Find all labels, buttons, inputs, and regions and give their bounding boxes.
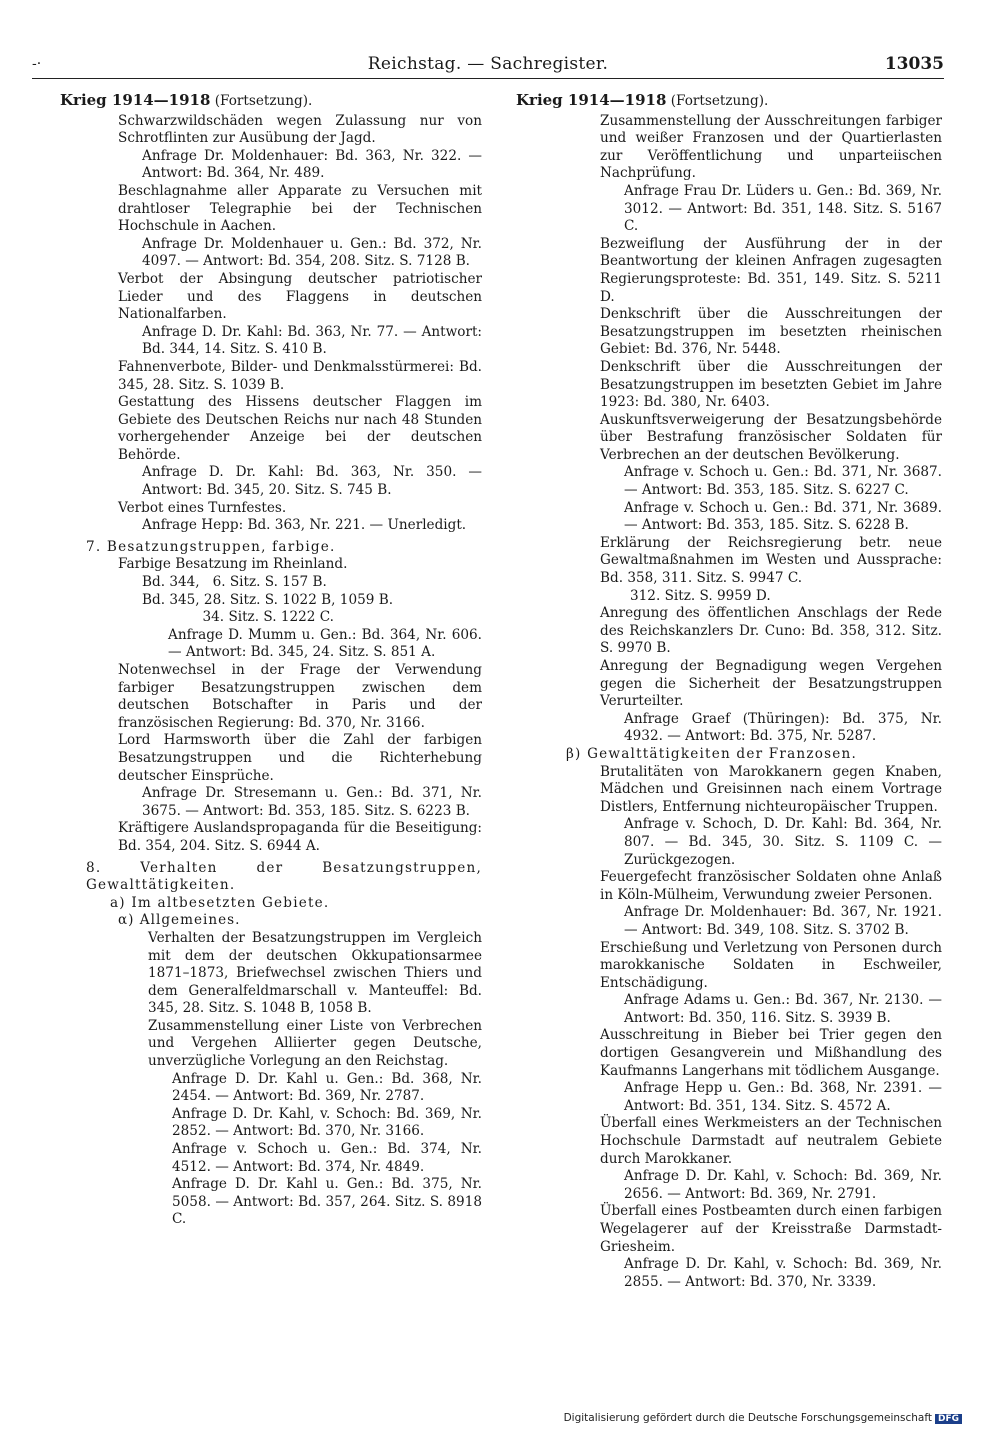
- reference-line: Anfrage D. Dr. Kahl u. Gen.: Bd. 368, Nr. 2454. — Antwort: Bd. 369, Nr. 2787.: [172, 1070, 482, 1105]
- reference-line: Anfrage Frau Dr. Lüders u. Gen.: Bd. 369, Nr. 3012. — Antwort: Bd. 351, 148. Sitz. S. 5167 C.: [624, 182, 942, 235]
- index-entry: Überfall eines Werkmeisters an der Technischen Hochschule Darmstadt auf neutralem Gebiete durch Marokkaner.: [600, 1115, 942, 1167]
- section-heading: 7. Besatzungstruppen, farbige.: [86, 538, 336, 555]
- reference-line: Bd. 344, 6. Sitz. S. 157 B.: [142, 574, 327, 591]
- header-mark: -·: [32, 56, 42, 72]
- reference-line: Anfrage D. Dr. Kahl, v. Schoch: Bd. 369, Nr. 2855. — Antwort: Bd. 370, Nr. 3339.: [624, 1256, 942, 1290]
- reference-line: Anfrage v. Schoch u. Gen.: Bd. 371, Nr. 3687. — Antwort: Bd. 353, 185. Sitz. S. 6227 C.: [624, 464, 942, 499]
- heading-continuation: (Fortsetzung).: [210, 93, 313, 109]
- page-number: 13035: [884, 54, 944, 74]
- reference-line: Anfrage v. Schoch u. Gen.: Bd. 374, Nr. 4512. — Antwort: Bd. 374, Nr. 4849.: [172, 1141, 482, 1175]
- reference-line: Anfrage Dr. Moldenhauer: Bd. 363, Nr. 322. — Antwort: Bd. 364, Nr. 489.: [142, 147, 482, 182]
- index-entry: Erschießung und Verletzung von Personen durch marokkanische Soldaten in Eschweiler, Entschädigung.: [600, 939, 942, 991]
- right-column: [518, 92, 942, 1291]
- reference-line: Anfrage Graef (Thüringen): Bd. 375, Nr. 4932. — Antwort: Bd. 375, Nr. 5287.: [624, 710, 942, 745]
- reference-line: Anfrage Dr. Moldenhauer: Bd. 367, Nr. 1921. — Antwort: Bd. 349, 108. Sitz. S. 3702 B.: [624, 904, 942, 938]
- reference-line: Anfrage v. Schoch u. Gen.: Bd. 371, Nr. 3689. — Antwort: Bd. 353, 185. Sitz. S. 6228 B.: [624, 499, 942, 534]
- index-entry: Kräftigere Auslandspropaganda für die Beseitigung: Bd. 354, 204. Sitz. S. 6944 A.: [118, 820, 482, 854]
- left-column-heading: [60, 92, 482, 111]
- page-header: [32, 52, 944, 79]
- index-entry: Erklärung der Reichsregierung betr. neue Gewaltmaßnahmen im Westen und Aussprache: Bd. 358, 311. Sitz. S. 9947 C.: [600, 534, 942, 587]
- dfg-logo: DFG: [935, 1414, 962, 1424]
- reference-line: Anfrage D. Dr. Kahl: Bd. 363, Nr. 350. — Antwort: Bd. 345, 20. Sitz. S. 745 B.: [142, 464, 482, 499]
- index-entry: Zusammenstellung einer Liste von Verbrechen und Vergehen Alliierter gegen Deutsche, unverzügliche Vorlegung an den Reichstag.: [148, 1017, 482, 1070]
- index-entry: Auskunftsverweigerung der Besatzungsbehörde über Bestrafung französischer Soldaten für Verbrechen an der deutschen Bevölkerung.: [600, 411, 942, 463]
- index-entry: Bezweiflung der Ausführung der in der Beantwortung der kleinen Anfragen zugesagten Regierungsproteste: Bd. 351, 149. Sitz. S. 5211 D.: [600, 235, 942, 305]
- index-entry: Ausschreitung in Bieber bei Trier gegen den dortigen Gesangverein und Mißhandlung des Kaufmanns Langerhans mit tödlichem Ausgange.: [600, 1027, 942, 1079]
- reference-line: Anfrage D. Dr. Kahl, v. Schoch: Bd. 369, Nr. 2656. — Antwort: Bd. 369, Nr. 2791.: [624, 1168, 942, 1202]
- section-heading: a) Im altbesetzten Gebiete.: [110, 894, 330, 911]
- index-entry: Überfall eines Postbeamten durch einen farbigen Wegelagerer auf der Kreisstraße Darmstadt-Griesheim.: [600, 1203, 942, 1255]
- index-entry: Verbot eines Turnfestes.: [118, 499, 287, 516]
- reference-line: Anfrage Hepp: Bd. 363, Nr. 221. — Unerledigt.: [142, 517, 467, 534]
- index-entry: Zusammenstellung der Ausschreitungen farbiger und weißer Franzosen und der Quartierlasten zur Veröffentlichung und unparteiischen Nachprüfung.: [600, 112, 942, 182]
- index-entry: Anregung des öffentlichen Anschlags der Rede des Reichskanzlers Dr. Cuno: Bd. 358, 312. Sitz. S. 9970 B.: [600, 605, 942, 657]
- reference-line: Anfrage D. Mumm u. Gen.: Bd. 364, Nr. 606. — Antwort: Bd. 345, 24. Sitz. S. 851 A.: [168, 626, 482, 661]
- index-entry: Beschlagnahme aller Apparate zu Versuchen mit drahtloser Telegraphie bei der Technischen Hochschule in Aachen.: [118, 182, 482, 235]
- index-entry: Feuergefecht französischer Soldaten ohne Anlaß in Köln-Mülheim, Verwundung zweier Personen.: [600, 869, 942, 903]
- footer-credit: [564, 1412, 962, 1424]
- reference-line: Anfrage Dr. Moldenhauer u. Gen.: Bd. 372, Nr. 4097. — Antwort: Bd. 354, 208. Sitz. S. 7128 B.: [142, 235, 482, 270]
- left-entries: [62, 113, 482, 1229]
- index-entry: Brutalitäten von Marokkanern gegen Knaben, Mädchen und Greisinnen nach einem Vortrage Distlers, Entfernung nichteuropäischer Truppen.: [600, 763, 942, 815]
- index-entry: Schwarzwildschäden wegen Zulassung nur von Schrotflinten zur Ausübung der Jagd.: [118, 112, 482, 147]
- index-entry: Verhalten der Besatzungstruppen im Vergleich mit dem der deutschen Okkupationsarmee 1871–1873, Briefwechsel zwischen Thiers und dem Generalfeldmarschall v. Manteuffel: Bd. 345, 28. Sitz. S. 1048 B, 1058 B.: [148, 929, 482, 1017]
- index-entry: Denkschrift über die Ausschreitungen der Besatzungstruppen im besetzten Gebiet im Jahre 1923: Bd. 380, Nr. 6403.: [600, 358, 942, 411]
- footer-text: Digitalisierung gefördert durch die Deutsche Forschungsgemeinschaft: [563, 1412, 932, 1424]
- reference-line: Anfrage v. Schoch, D. Dr. Kahl: Bd. 364, Nr. 807. — Bd. 345, 30. Sitz. S. 1109 C. — Zurückgezogen.: [624, 816, 942, 868]
- section-heading: β) Gewalttätigkeiten der Franzosen.: [566, 745, 858, 762]
- index-entry: Notenwechsel in der Frage der Verwendung farbiger Besatzungstruppen zwischen dem deutschen Botschafter in Paris und der französischen Regierung: Bd. 370, Nr. 3166.: [118, 662, 482, 731]
- heading-continuation: (Fortsetzung).: [666, 93, 769, 109]
- right-column-heading: [516, 92, 942, 111]
- index-entry: Fahnenverbote, Bilder- und Denkmalsstürmerei: Bd. 345, 28. Sitz. S. 1039 B.: [118, 358, 482, 393]
- index-entry: Gestattung des Hissens deutscher Flaggen im Gebiete des Deutschen Reichs nur nach 48 Stunden vorhergehender Anzeige bei der deutschen Behörde.: [118, 394, 482, 463]
- index-entry: Anregung der Begnadigung wegen Vergehen gegen die Sicherheit der Besatzungstruppen Verurteilter.: [600, 658, 942, 710]
- reference-line: 34. Sitz. S. 1222 C.: [142, 609, 334, 626]
- index-entry: Verbot der Absingung deutscher patriotischer Lieder und des Flaggens in deutschen Nationalfarben.: [118, 270, 482, 323]
- section-heading: 8. Verhalten der Besatzungstruppen, Gewalttätigkeiten.: [86, 859, 482, 894]
- heading-bold: Krieg 1914—1918: [516, 91, 667, 109]
- reference-line: Bd. 345, 28. Sitz. S. 1022 B, 1059 B.: [142, 591, 394, 608]
- section-heading: α) Allgemeines.: [118, 912, 241, 929]
- left-column: [62, 92, 482, 1229]
- index-entry: Denkschrift über die Ausschreitungen der Besatzungstruppen im besetzten rheinischen Gebiet: Bd. 376, Nr. 5448.: [600, 306, 942, 358]
- reference-line: Anfrage D. Dr. Kahl: Bd. 363, Nr. 77. — Antwort: Bd. 344, 14. Sitz. S. 410 B.: [142, 323, 482, 358]
- running-title: Reichstag. — Sachregister.: [367, 54, 609, 74]
- right-entries: [518, 113, 942, 1292]
- reference-line: Anfrage Hepp u. Gen.: Bd. 368, Nr. 2391. — Antwort: Bd. 351, 134. Sitz. S. 4572 A.: [624, 1080, 942, 1114]
- index-entry: Lord Harmsworth über die Zahl der farbigen Besatzungstruppen und die Richterhebung deutscher Einsprüche.: [118, 732, 482, 784]
- reference-line: Anfrage D. Dr. Kahl, v. Schoch: Bd. 369, Nr. 2852. — Antwort: Bd. 370, Nr. 3166.: [172, 1105, 482, 1140]
- reference-line: 312. Sitz. S. 9959 D.: [630, 587, 771, 604]
- reference-line: Anfrage Dr. Stresemann u. Gen.: Bd. 371, Nr. 3675. — Antwort: Bd. 353, 185. Sitz. S. 6223 B.: [142, 785, 482, 819]
- index-entry: Farbige Besatzung im Rheinland.: [118, 556, 348, 573]
- reference-line: Anfrage D. Dr. Kahl u. Gen.: Bd. 375, Nr. 5058. — Antwort: Bd. 357, 264. Sitz. S. 8918 C.: [172, 1176, 482, 1228]
- heading-bold: Krieg 1914—1918: [60, 91, 211, 109]
- reference-line: Anfrage Adams u. Gen.: Bd. 367, Nr. 2130. — Antwort: Bd. 350, 116. Sitz. S. 3939 B.: [624, 992, 942, 1026]
